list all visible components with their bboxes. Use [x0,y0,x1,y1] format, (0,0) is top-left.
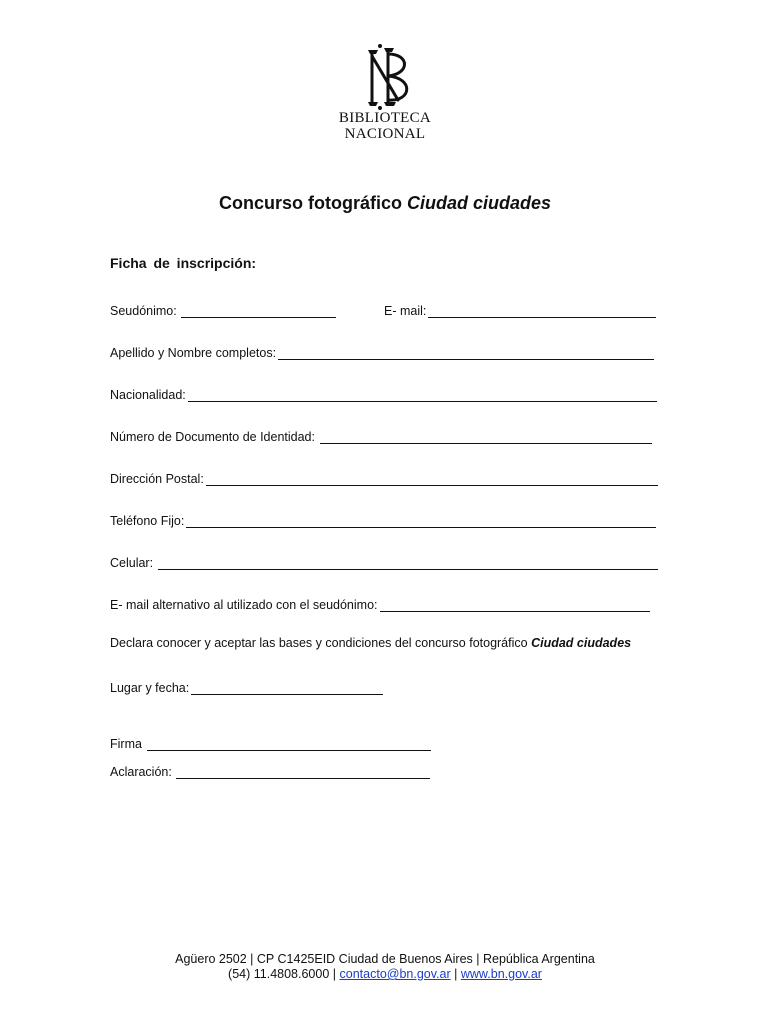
seudonimo-field[interactable] [181,303,336,318]
celular-label: Celular: [110,556,154,570]
page-title [0,193,770,214]
telefono-row [110,510,656,528]
biblioteca-nacional-logo [330,42,440,142]
seudonimo-row [110,300,336,318]
title-emphasis: Ciudad ciudades [406,193,552,213]
lugar-fecha-label: Lugar y fecha: [110,681,190,695]
firma-row [110,733,431,751]
direccion-row [110,468,658,486]
footer-email-link[interactable]: contacto@bn.gov.ar [339,967,451,981]
firma-label: Firma [110,737,142,751]
email-label: E- mail: [384,304,427,318]
form-subtitle: Ficha de inscripción: [110,255,257,271]
footer-phone: (54) 11.4808.6000 [228,967,330,981]
footer-address: Agüero 2502 | CP C1425EID Ciudad de Buenos Aires | República Argentina [175,952,595,966]
footer-separator: | [332,967,337,981]
email-field[interactable] [428,303,656,318]
email-alt-label: E- mail alternativo al utilizado con el seudónimo: [110,598,378,612]
footer-website-link[interactable]: www.bn.gov.ar [460,967,542,981]
celular-field[interactable] [158,555,658,570]
nacionalidad-field[interactable] [188,387,657,402]
aclaracion-row [110,761,430,779]
celular-row [110,552,658,570]
lugar-fecha-row [110,677,383,695]
direccion-field[interactable] [206,471,658,486]
email-alt-row [110,594,650,612]
apellido-nombre-row [110,342,654,360]
firma-field[interactable] [147,736,431,751]
documento-row [110,426,652,444]
documento-label: Número de Documento de Identidad: [110,430,315,444]
declaration-text: Declara conocer y aceptar las bases y condiciones del concurso fotográfico [110,636,528,650]
email-alt-field[interactable] [380,597,650,612]
direccion-label: Dirección Postal: [110,472,204,486]
footer-contact [0,967,770,982]
logo-line-2: NACIONAL [344,126,426,142]
nacionalidad-label: Nacionalidad: [110,388,186,402]
aclaracion-label: Aclaración: [110,765,172,779]
telefono-field[interactable] [186,513,656,528]
nacionalidad-row [110,384,657,402]
seudonimo-label: Seudónimo: [110,304,177,318]
declaration-emphasis: Ciudad ciudades [531,636,632,650]
lugar-fecha-field[interactable] [191,680,383,695]
logo-line-1: BIBLIOTECA [338,110,432,126]
apellido-nombre-field[interactable] [278,345,654,360]
email-row [384,300,656,318]
footer-separator-2: | [454,967,458,981]
title-prefix: Concurso fotográfico [218,193,402,213]
aclaracion-field[interactable] [176,764,430,779]
bn-monogram-icon [330,42,440,112]
documento-field[interactable] [320,429,652,444]
declaration [110,636,631,650]
apellido-nombre-label: Apellido y Nombre completos: [110,346,277,360]
telefono-label: Teléfono Fijo: [110,514,185,528]
